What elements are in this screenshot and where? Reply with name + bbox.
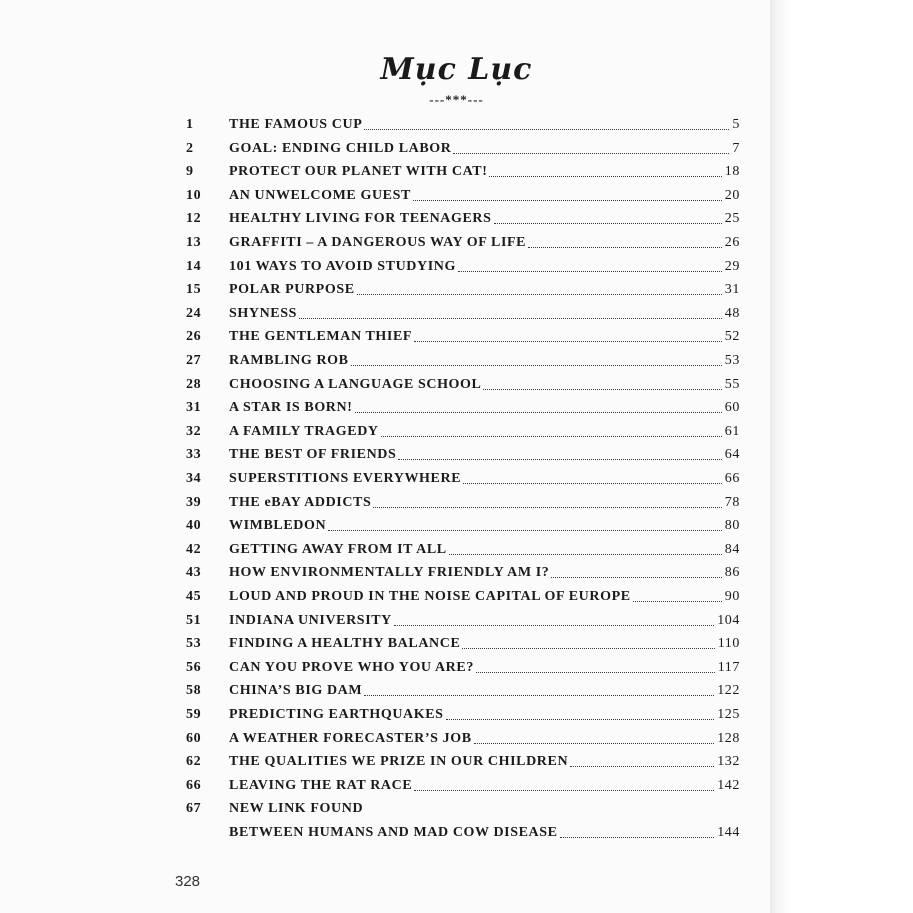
toc-entry bbox=[0, 231, 913, 255]
entry-title: FINDING A HEALTHY BALANCE bbox=[229, 636, 461, 652]
dot-leader bbox=[364, 129, 729, 130]
entry-page-number: 128 bbox=[717, 730, 740, 746]
entry-page-number: 5 bbox=[732, 117, 740, 132]
entry-title: HEALTHY LIVING FOR TEENAGERS bbox=[229, 211, 492, 227]
entry-page-number: 55 bbox=[724, 376, 740, 392]
entry-line bbox=[229, 731, 740, 747]
toc-entry bbox=[0, 349, 913, 373]
entry-unit-number: 14 bbox=[186, 258, 202, 274]
entry-title: BETWEEN HUMANS AND MAD COW DISEASE bbox=[229, 825, 558, 840]
page-title: Mục Lục bbox=[380, 52, 533, 87]
entry-page-number: 144 bbox=[717, 825, 740, 840]
entry-title: RAMBLING ROB bbox=[229, 353, 349, 368]
dot-leader bbox=[413, 200, 722, 201]
dot-leader bbox=[381, 436, 722, 437]
entry-page-number: 110 bbox=[717, 636, 740, 652]
toc-entry bbox=[0, 561, 913, 585]
entry-page-number: 66 bbox=[724, 471, 740, 486]
toc-entry bbox=[0, 585, 913, 609]
toc-entry bbox=[0, 632, 913, 656]
toc-entry bbox=[0, 774, 913, 798]
dot-leader bbox=[462, 648, 714, 649]
entry-title: PREDICTING EARTHQUAKES bbox=[229, 707, 444, 722]
entry-page-number: 90 bbox=[724, 589, 740, 604]
entry-unit-number: 24 bbox=[186, 305, 202, 321]
entry-line bbox=[229, 542, 740, 558]
entry-page-number: 61 bbox=[724, 423, 740, 439]
entry-unit-number: 28 bbox=[186, 376, 202, 392]
entry-page-number: 64 bbox=[724, 447, 740, 463]
entry-unit-number: 13 bbox=[186, 235, 202, 250]
toc-entry bbox=[0, 727, 913, 751]
entry-unit-number: 56 bbox=[186, 659, 202, 675]
entry-page-number: 26 bbox=[724, 235, 740, 250]
entry-line bbox=[229, 683, 740, 699]
entry-line bbox=[229, 707, 740, 723]
entry-title: NEW LINK FOUND bbox=[229, 801, 364, 817]
entry-page-number: 142 bbox=[717, 777, 740, 793]
toc-entry bbox=[0, 467, 913, 491]
toc-entry bbox=[0, 656, 913, 680]
dot-leader bbox=[364, 695, 714, 696]
entry-unit-number: 15 bbox=[186, 282, 202, 298]
entry-page-number: 31 bbox=[724, 282, 740, 298]
entry-title: GETTING AWAY FROM IT ALL bbox=[229, 541, 447, 557]
dot-leader bbox=[560, 837, 715, 838]
entry-page-number: 117 bbox=[717, 659, 740, 675]
entry-line bbox=[229, 636, 740, 652]
entry-title: A FAMILY TRAGEDY bbox=[229, 423, 379, 439]
entry-title: THE BEST OF FRIENDS bbox=[229, 447, 397, 463]
entry-unit-number: 34 bbox=[186, 471, 202, 486]
toc-entry bbox=[0, 609, 913, 633]
dot-leader bbox=[528, 247, 722, 248]
dot-leader bbox=[299, 318, 722, 319]
entry-unit-number: 67 bbox=[186, 801, 202, 817]
entry-unit-number: 33 bbox=[186, 447, 202, 463]
entry-title: THE GENTLEMAN THIEF bbox=[229, 329, 413, 345]
toc-entry bbox=[0, 160, 913, 184]
entry-page-number: 132 bbox=[717, 754, 740, 770]
dot-leader bbox=[351, 365, 722, 366]
entry-title: SUPERSTITIONS EVERYWHERE bbox=[229, 471, 462, 486]
toc-entry bbox=[0, 514, 913, 538]
toc-entry bbox=[0, 797, 913, 821]
dot-leader bbox=[489, 176, 721, 177]
entry-line bbox=[229, 259, 740, 275]
entry-line bbox=[229, 282, 740, 298]
entry-title: A STAR IS BORN! bbox=[229, 400, 353, 416]
entry-title: HOW ENVIRONMENTALLY FRIENDLY AM I? bbox=[229, 565, 550, 581]
entry-page-number: 80 bbox=[724, 518, 740, 534]
entry-unit-number: 12 bbox=[186, 211, 202, 227]
dot-leader bbox=[494, 223, 722, 224]
entry-page-number: 29 bbox=[724, 258, 740, 274]
entry-unit-number: 40 bbox=[186, 518, 202, 534]
entry-line bbox=[229, 400, 740, 416]
dot-leader bbox=[476, 672, 715, 673]
entry-line bbox=[229, 825, 740, 841]
dot-leader bbox=[414, 341, 722, 342]
toc-entry bbox=[0, 255, 913, 279]
toc-entry bbox=[0, 821, 913, 845]
entry-line bbox=[229, 235, 740, 251]
toc-entry bbox=[0, 278, 913, 302]
entry-line bbox=[229, 754, 740, 770]
entry-unit-number: 62 bbox=[186, 754, 202, 770]
toc-entry bbox=[0, 491, 913, 515]
entry-page-number: 53 bbox=[724, 353, 740, 368]
dot-leader bbox=[453, 153, 729, 154]
entry-page-number: 104 bbox=[717, 612, 740, 628]
entry-line bbox=[229, 778, 740, 794]
entry-page-number: 25 bbox=[724, 211, 740, 227]
entry-line bbox=[229, 518, 740, 534]
entry-unit-number: 66 bbox=[186, 777, 202, 793]
entry-unit-number: 26 bbox=[186, 329, 202, 345]
entry-page-number: 86 bbox=[724, 565, 740, 581]
entry-page-number: 78 bbox=[724, 494, 740, 510]
dot-leader bbox=[449, 554, 722, 555]
toc-entry bbox=[0, 113, 913, 137]
entry-title: SHYNESS bbox=[229, 305, 298, 321]
toc-entry bbox=[0, 420, 913, 444]
toc-entry bbox=[0, 373, 913, 397]
entry-page-number: 125 bbox=[717, 707, 740, 722]
entry-title: WIMBLEDON bbox=[229, 518, 327, 534]
dot-leader bbox=[458, 271, 722, 272]
entry-line bbox=[229, 471, 740, 487]
entry-title: THE FAMOUS CUP bbox=[229, 117, 363, 132]
entry-page-number: 84 bbox=[724, 541, 740, 557]
entry-unit-number: 60 bbox=[186, 730, 202, 746]
entry-page-number: 20 bbox=[724, 187, 740, 203]
dot-leader bbox=[398, 459, 721, 460]
toc-entry bbox=[0, 184, 913, 208]
toc-entry bbox=[0, 207, 913, 231]
toc-entry bbox=[0, 302, 913, 326]
entry-line bbox=[229, 801, 740, 817]
entry-line bbox=[229, 353, 740, 369]
toc-entry bbox=[0, 396, 913, 420]
entry-page-number: 60 bbox=[724, 400, 740, 416]
toc-entry bbox=[0, 703, 913, 727]
entry-title: LOUD AND PROUD IN THE NOISE CAPITAL OF EUROPE bbox=[229, 589, 631, 604]
toc-entry bbox=[0, 750, 913, 774]
entry-unit-number: 45 bbox=[186, 589, 202, 604]
entry-line bbox=[229, 613, 740, 629]
entry-title: PROTECT OUR PLANET WITH CAT! bbox=[229, 164, 488, 180]
dot-leader bbox=[570, 766, 714, 767]
entry-line bbox=[229, 424, 740, 440]
entry-unit-number: 10 bbox=[186, 187, 202, 203]
dot-leader bbox=[357, 294, 722, 295]
dot-leader bbox=[414, 790, 714, 791]
entry-line bbox=[229, 447, 740, 463]
entry-title: INDIANA UNIVERSITY bbox=[229, 612, 392, 628]
entry-title: GRAFFITI – A DANGEROUS WAY OF LIFE bbox=[229, 235, 527, 250]
entry-page-number: 7 bbox=[732, 140, 740, 156]
entry-title: 101 WAYS TO AVOID STUDYING bbox=[229, 258, 456, 274]
entry-unit-number: 32 bbox=[186, 423, 202, 439]
entry-title: LEAVING THE RAT RACE bbox=[229, 777, 413, 793]
entry-line bbox=[229, 188, 740, 204]
entry-page-number: 122 bbox=[717, 683, 740, 699]
title-ornament: ---***--- bbox=[429, 92, 484, 107]
entry-title: AN UNWELCOME GUEST bbox=[229, 187, 411, 203]
entry-unit-number: 59 bbox=[186, 707, 202, 722]
dot-leader bbox=[633, 601, 722, 602]
entry-line bbox=[229, 117, 740, 133]
toc-entry bbox=[0, 137, 913, 161]
dot-leader bbox=[355, 412, 722, 413]
entry-unit-number: 39 bbox=[186, 494, 202, 510]
entry-unit-number: 42 bbox=[186, 541, 202, 557]
page-number: 328 bbox=[175, 873, 201, 890]
entry-title: CAN YOU PROVE WHO YOU ARE? bbox=[229, 659, 474, 675]
entry-page-number: 18 bbox=[724, 164, 740, 180]
entry-unit-number: 51 bbox=[186, 612, 202, 628]
entry-title: THE QUALITIES WE PRIZE IN OUR CHILDREN bbox=[229, 754, 569, 770]
entry-line bbox=[229, 565, 740, 581]
dot-leader bbox=[394, 625, 714, 626]
entry-title: POLAR PURPOSE bbox=[229, 282, 355, 298]
entry-line bbox=[229, 495, 740, 511]
toc-entry bbox=[0, 679, 913, 703]
dot-leader bbox=[373, 507, 721, 508]
entry-title: CHINA’S BIG DAM bbox=[229, 683, 363, 699]
entry-page-number: 52 bbox=[724, 329, 740, 345]
entry-unit-number: 53 bbox=[186, 636, 202, 652]
entry-title: CHOOSING A LANGUAGE SCHOOL bbox=[229, 376, 482, 392]
entry-line bbox=[229, 306, 740, 322]
entry-line bbox=[229, 164, 740, 180]
entry-unit-number: 2 bbox=[186, 140, 194, 156]
entry-unit-number: 9 bbox=[186, 164, 194, 180]
entry-unit-number: 31 bbox=[186, 400, 202, 416]
dot-leader bbox=[463, 483, 722, 484]
dot-leader bbox=[328, 530, 722, 531]
entry-line bbox=[229, 377, 740, 393]
dot-leader bbox=[446, 719, 715, 720]
entry-unit-number: 27 bbox=[186, 353, 202, 368]
entry-unit-number: 43 bbox=[186, 565, 202, 581]
dot-leader bbox=[483, 389, 721, 390]
entry-line bbox=[229, 660, 740, 676]
dot-leader bbox=[474, 743, 715, 744]
entry-page-number: 48 bbox=[724, 305, 740, 321]
entry-unit-number: 1 bbox=[186, 117, 194, 132]
entry-title: A WEATHER FORECASTER’S JOB bbox=[229, 730, 472, 746]
entry-line bbox=[229, 141, 740, 157]
entry-title: GOAL: ENDING CHILD LABOR bbox=[229, 140, 452, 156]
entry-unit-number: 58 bbox=[186, 683, 202, 699]
toc-entry bbox=[0, 443, 913, 467]
entry-line bbox=[229, 329, 740, 345]
dot-leader bbox=[551, 577, 721, 578]
entry-line bbox=[229, 211, 740, 227]
toc-entry bbox=[0, 538, 913, 562]
toc-entry bbox=[0, 325, 913, 349]
entry-line bbox=[229, 589, 740, 605]
entry-title: THE eBAY ADDICTS bbox=[229, 494, 372, 510]
